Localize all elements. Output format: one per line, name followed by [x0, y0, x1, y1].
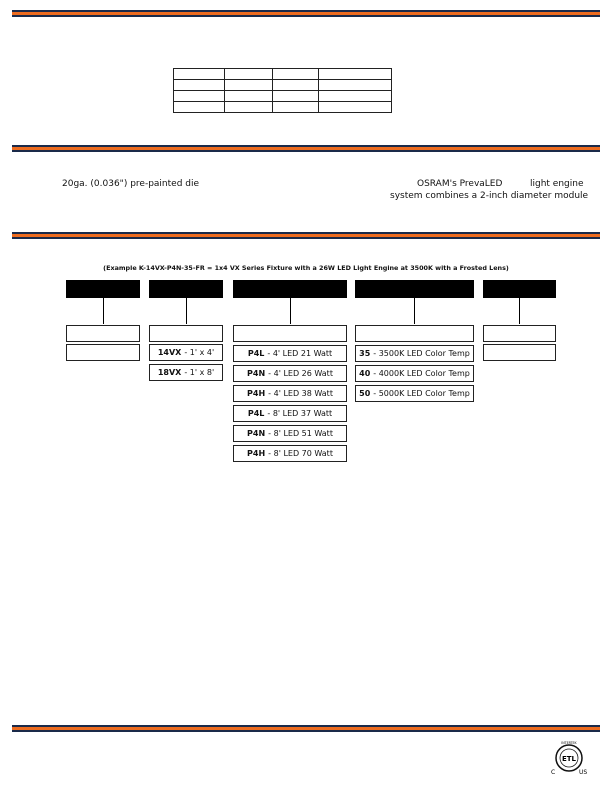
- engine-text-line2: system combines a 2-inch diameter module: [390, 191, 589, 201]
- etl-country-left: C: [551, 769, 556, 776]
- brand-option: [66, 344, 140, 361]
- series-option: 18VX - 1' x 8': [149, 364, 223, 381]
- table-row: [174, 80, 392, 91]
- lamp-option: P4N - 8' LED 51 Watt: [233, 425, 347, 442]
- table-row: [174, 102, 392, 113]
- lens-header-box: [483, 325, 556, 342]
- engine-text-line1a: OSRAM's PrevaLED: [417, 179, 503, 189]
- material-text: 20ga. (0.036") pre-painted die: [62, 179, 200, 189]
- connector-line: [186, 298, 187, 324]
- etl-arc-text: INTERTEK: [561, 741, 577, 745]
- lamp-option: P4L - 4' LED 21 Watt: [233, 345, 347, 362]
- etl-mark: ETL: [561, 755, 577, 763]
- header-bar-series: [149, 280, 223, 298]
- color-temp-option: 40 - 4000K LED Color Temp: [355, 365, 474, 382]
- color-temp-option: 50 - 5000K LED Color Temp: [355, 385, 474, 402]
- brand-header-box: [66, 325, 140, 342]
- table-row: [174, 91, 392, 102]
- specifications-table: [173, 68, 392, 113]
- header-bar-lens: [483, 280, 556, 298]
- connector-line: [414, 298, 415, 324]
- color-temp-option: 35 - 3500K LED Color Temp: [355, 345, 474, 362]
- ordering-example: (Example K-14VX-P4N-35-FR = 1x4 VX Series Fixture with a 26W LED Light Engine at 3500K with a Frosted Lens): [103, 264, 509, 272]
- divider-stripe-top: [12, 10, 600, 17]
- connector-line: [519, 298, 520, 324]
- header-bar-lamp: [233, 280, 347, 298]
- color-temp-header-box: [355, 325, 474, 342]
- header-bar-color-temp: [355, 280, 474, 298]
- etl-country-right: US: [579, 769, 588, 776]
- connector-line: [103, 298, 104, 324]
- lamp-option: P4L - 8' LED 37 Watt: [233, 405, 347, 422]
- divider-stripe-bottom: [12, 725, 600, 732]
- engine-text-line1b: light engine: [530, 179, 584, 189]
- header-bar-brand: [66, 280, 140, 298]
- lens-option: [483, 344, 556, 361]
- etl-certification-logo: [547, 738, 591, 782]
- lamp-option: P4H - 4' LED 38 Watt: [233, 385, 347, 402]
- connector-line: [290, 298, 291, 324]
- lamp-option: P4H - 8' LED 70 Watt: [233, 445, 347, 462]
- lamp-option: P4N - 4' LED 26 Watt: [233, 365, 347, 382]
- divider-stripe-ordering: [12, 232, 600, 239]
- table-row: [174, 69, 392, 80]
- divider-stripe-specs: [12, 145, 600, 152]
- series-option: 14VX - 1' x 4': [149, 344, 223, 361]
- lamp-header-box: [233, 325, 347, 342]
- series-header-box: [149, 325, 223, 342]
